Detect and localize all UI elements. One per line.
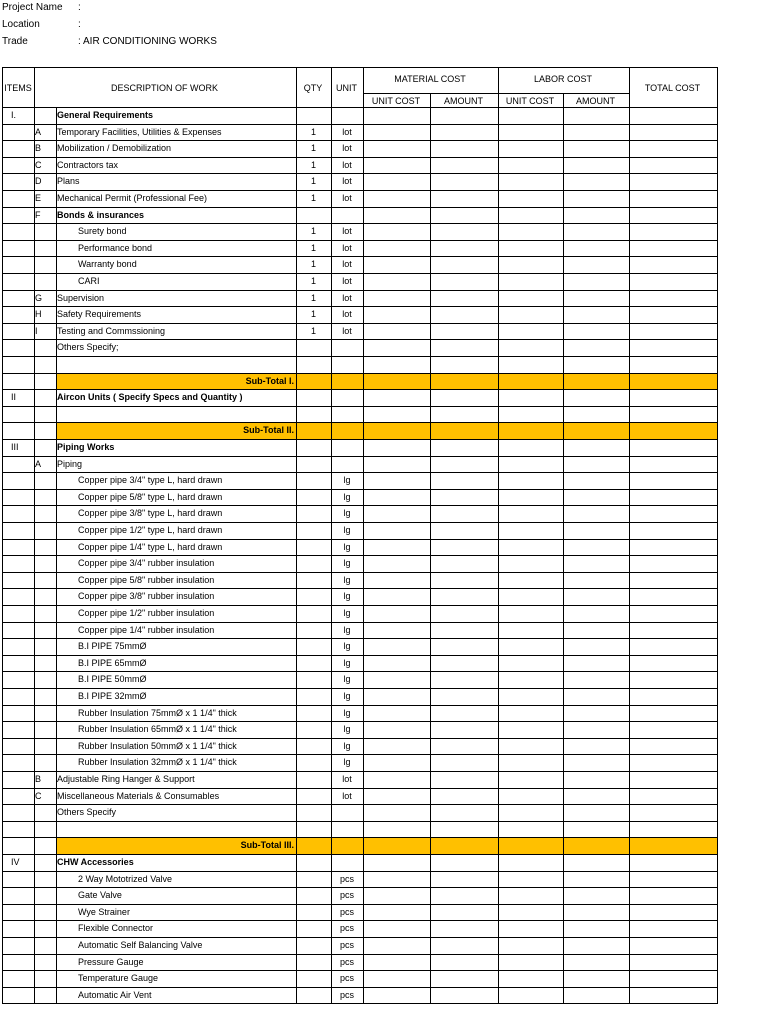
description: Rubber Insulation 65mmØ x 1 1/4" thick xyxy=(78,724,237,734)
description: Copper pipe 1/2" type L, hard drawn xyxy=(78,525,223,535)
unit: pcs xyxy=(339,940,354,950)
table-row xyxy=(0,954,768,971)
location-value: : xyxy=(78,19,81,30)
description: Copper pipe 3/8" rubber insulation xyxy=(78,591,215,601)
unit: lg xyxy=(343,508,351,518)
grid-line xyxy=(363,93,630,94)
unit: lot xyxy=(342,193,352,203)
qty: 1 xyxy=(310,143,316,153)
description: Piping Works xyxy=(57,442,115,452)
description: Flexible Connector xyxy=(78,923,154,933)
description: Miscellaneous Materials & Consumables xyxy=(57,791,220,801)
qty: 1 xyxy=(310,176,316,186)
subtotal-row xyxy=(0,422,768,439)
description: CARI xyxy=(78,276,100,286)
table-row xyxy=(0,804,768,821)
item-number: III xyxy=(11,442,19,452)
unit: lg xyxy=(343,658,351,668)
unit: lg xyxy=(343,708,351,718)
description: Copper pipe 5/8" type L, hard drawn xyxy=(78,492,223,502)
qty: 1 xyxy=(310,226,316,236)
qty: 1 xyxy=(310,276,316,286)
table-row xyxy=(0,738,768,755)
description: Automatic Air Vent xyxy=(78,990,152,1000)
description: Copper pipe 3/4" rubber insulation xyxy=(78,558,215,568)
unit: lot xyxy=(342,309,352,319)
table-row xyxy=(0,256,768,273)
subtotal-row xyxy=(0,837,768,854)
description: Testing and Commssioning xyxy=(57,326,166,336)
description: Plans xyxy=(57,176,80,186)
material-unit-cost-header: UNIT COST xyxy=(371,96,421,106)
item-number: IV xyxy=(11,857,20,867)
description: Copper pipe 1/4" rubber insulation xyxy=(78,625,215,635)
description: B.I PIPE 65mmØ xyxy=(78,658,147,668)
unit: lot xyxy=(342,127,352,137)
unit: lot xyxy=(342,774,352,784)
table-row xyxy=(0,124,768,141)
col-items-header: ITEMS xyxy=(4,83,32,93)
table-row xyxy=(0,588,768,605)
table-row xyxy=(0,107,768,124)
table-row xyxy=(0,522,768,539)
description: Copper pipe 3/8" type L, hard drawn xyxy=(78,508,223,518)
unit: lot xyxy=(342,276,352,286)
table-row xyxy=(0,157,768,174)
unit: lg xyxy=(343,558,351,568)
table-row xyxy=(0,389,768,406)
table-row xyxy=(0,439,768,456)
item-letter: B xyxy=(35,143,42,153)
table-row xyxy=(0,505,768,522)
trade-label: Trade xyxy=(2,36,28,47)
location-label: Location xyxy=(2,19,40,30)
unit: pcs xyxy=(339,973,354,983)
col-unit-header: UNIT xyxy=(336,83,357,93)
labor-amount-header: AMOUNT xyxy=(576,96,615,106)
table-row xyxy=(0,937,768,954)
item-number: I. xyxy=(11,110,17,120)
table-row xyxy=(0,339,768,356)
description: Others Specify xyxy=(57,807,117,817)
table-row xyxy=(0,572,768,589)
item-letter: C xyxy=(35,160,42,170)
description: Mechanical Permit (Professional Fee) xyxy=(57,193,208,203)
description: CHW Accessories xyxy=(57,857,134,867)
unit: lot xyxy=(342,791,352,801)
description: Automatic Self Balancing Valve xyxy=(78,940,203,950)
unit: lg xyxy=(343,542,351,552)
table-row xyxy=(0,273,768,290)
total-cost-header: TOTAL COST xyxy=(644,83,701,93)
unit: lot xyxy=(342,176,352,186)
labor-unit-cost-header: UNIT COST xyxy=(505,96,555,106)
table-row xyxy=(0,754,768,771)
description: Piping xyxy=(57,459,83,469)
unit: lot xyxy=(342,259,352,269)
description: Temporary Facilities, Utilities & Expenses xyxy=(57,127,222,137)
table-row xyxy=(0,323,768,340)
table-row xyxy=(0,705,768,722)
table-row xyxy=(0,854,768,871)
project-name-label: Project Name xyxy=(2,2,63,13)
item-number: II xyxy=(11,392,17,402)
table-row xyxy=(0,456,768,473)
description: Adjustable Ring Hanger & Support xyxy=(57,774,195,784)
description: Copper pipe 1/4" type L, hard drawn xyxy=(78,542,223,552)
unit: pcs xyxy=(339,990,354,1000)
item-letter: H xyxy=(35,309,42,319)
description: Copper pipe 5/8" rubber insulation xyxy=(78,575,215,585)
table-row xyxy=(0,190,768,207)
unit: pcs xyxy=(339,907,354,917)
item-letter: B xyxy=(35,774,42,784)
unit: lg xyxy=(343,575,351,585)
table-row xyxy=(0,788,768,805)
unit: lot xyxy=(342,160,352,170)
table-row xyxy=(0,356,768,373)
description: Aircon Units ( Specify Specs and Quantity ) xyxy=(57,392,243,402)
item-letter: D xyxy=(35,176,42,186)
description: Surety bond xyxy=(78,226,127,236)
qty: 1 xyxy=(310,243,316,253)
table-row xyxy=(0,904,768,921)
unit: lg xyxy=(343,757,351,767)
unit: lg xyxy=(343,591,351,601)
description: Contractors tax xyxy=(57,160,119,170)
project-name-value: : xyxy=(78,2,81,13)
description: Safety Requirements xyxy=(57,309,142,319)
description: Temperature Gauge xyxy=(78,973,159,983)
unit: pcs xyxy=(339,890,354,900)
qty: 1 xyxy=(310,259,316,269)
item-letter: A xyxy=(35,127,42,137)
unit: lg xyxy=(343,492,351,502)
qty: 1 xyxy=(310,193,316,203)
table-row xyxy=(0,655,768,672)
table-row xyxy=(0,223,768,240)
unit: lot xyxy=(342,143,352,153)
subtotal-label: Sub-Total II. xyxy=(243,425,294,435)
description: Gate Valve xyxy=(78,890,122,900)
item-letter: C xyxy=(35,791,42,801)
table-row xyxy=(0,871,768,888)
unit: lg xyxy=(343,724,351,734)
description: Copper pipe 3/4" type L, hard drawn xyxy=(78,475,223,485)
item-letter: E xyxy=(35,193,42,203)
table-row xyxy=(0,987,768,1004)
description: Rubber Insulation 50mmØ x 1 1/4" thick xyxy=(78,741,237,751)
item-letter: G xyxy=(35,293,43,303)
description: Others Specify; xyxy=(57,342,119,352)
labor-cost-header: LABOR COST xyxy=(533,74,592,84)
item-letter: A xyxy=(35,459,42,469)
table-row xyxy=(0,688,768,705)
subtotal-row xyxy=(0,373,768,390)
material-amount-header: AMOUNT xyxy=(444,96,483,106)
table-row xyxy=(0,472,768,489)
table-row xyxy=(0,539,768,556)
table-row xyxy=(0,622,768,639)
table-row xyxy=(0,489,768,506)
unit: lg xyxy=(343,674,351,684)
table-row xyxy=(0,821,768,838)
col-qty-header: QTY xyxy=(303,83,323,93)
description: B.I PIPE 50mmØ xyxy=(78,674,147,684)
item-letter: F xyxy=(35,210,41,220)
description: B.I PIPE 32mmØ xyxy=(78,691,147,701)
qty: 1 xyxy=(310,160,316,170)
table-row xyxy=(0,290,768,307)
unit: pcs xyxy=(339,957,354,967)
subtotal-label: Sub-Total I. xyxy=(245,376,294,386)
qty: 1 xyxy=(310,326,316,336)
description: Rubber Insulation 32mmØ x 1 1/4" thick xyxy=(78,757,237,767)
unit: lot xyxy=(342,243,352,253)
unit: lg xyxy=(343,625,351,635)
description: Supervision xyxy=(57,293,105,303)
unit: lot xyxy=(342,226,352,236)
table-row xyxy=(0,406,768,423)
item-letter: I xyxy=(35,326,38,336)
table-row xyxy=(0,887,768,904)
description: Mobilization / Demobilization xyxy=(57,143,172,153)
qty: 1 xyxy=(310,127,316,137)
unit: lot xyxy=(342,326,352,336)
description: B.I PIPE 75mmØ xyxy=(78,641,147,651)
description: Bonds & insurances xyxy=(57,210,145,220)
trade-value: : AIR CONDITIONING WORKS xyxy=(78,36,217,47)
description: Pressure Gauge xyxy=(78,957,144,967)
material-cost-header: MATERIAL COST xyxy=(394,74,466,84)
unit: lot xyxy=(342,293,352,303)
table-row xyxy=(0,140,768,157)
unit: pcs xyxy=(339,874,354,884)
table-row xyxy=(0,721,768,738)
description: General Requirements xyxy=(57,110,154,120)
subtotal-label: Sub-Total III. xyxy=(240,840,294,850)
qty: 1 xyxy=(310,293,316,303)
unit: pcs xyxy=(339,923,354,933)
description: 2 Way Mototrized Valve xyxy=(78,874,173,884)
description: Performance bond xyxy=(78,243,153,253)
description: Warranty bond xyxy=(78,259,137,269)
table-row xyxy=(0,638,768,655)
unit: lg xyxy=(343,741,351,751)
table-row xyxy=(0,970,768,987)
table-row xyxy=(0,605,768,622)
col-description-header: DESCRIPTION OF WORK xyxy=(110,83,218,93)
table-row xyxy=(0,240,768,257)
table-row xyxy=(0,671,768,688)
table-row xyxy=(0,173,768,190)
table-row xyxy=(0,306,768,323)
unit: lg xyxy=(343,475,351,485)
unit: lg xyxy=(343,608,351,618)
description: Copper pipe 1/2" rubber insulation xyxy=(78,608,215,618)
description: Wye Strainer xyxy=(78,907,130,917)
unit: lg xyxy=(343,691,351,701)
grid-line xyxy=(2,67,718,68)
table-row xyxy=(0,920,768,937)
unit: lg xyxy=(343,641,351,651)
qty: 1 xyxy=(310,309,316,319)
table-row xyxy=(0,555,768,572)
table-row xyxy=(0,207,768,224)
unit: lg xyxy=(343,525,351,535)
table-row xyxy=(0,771,768,788)
description: Rubber Insulation 75mmØ x 1 1/4" thick xyxy=(78,708,237,718)
